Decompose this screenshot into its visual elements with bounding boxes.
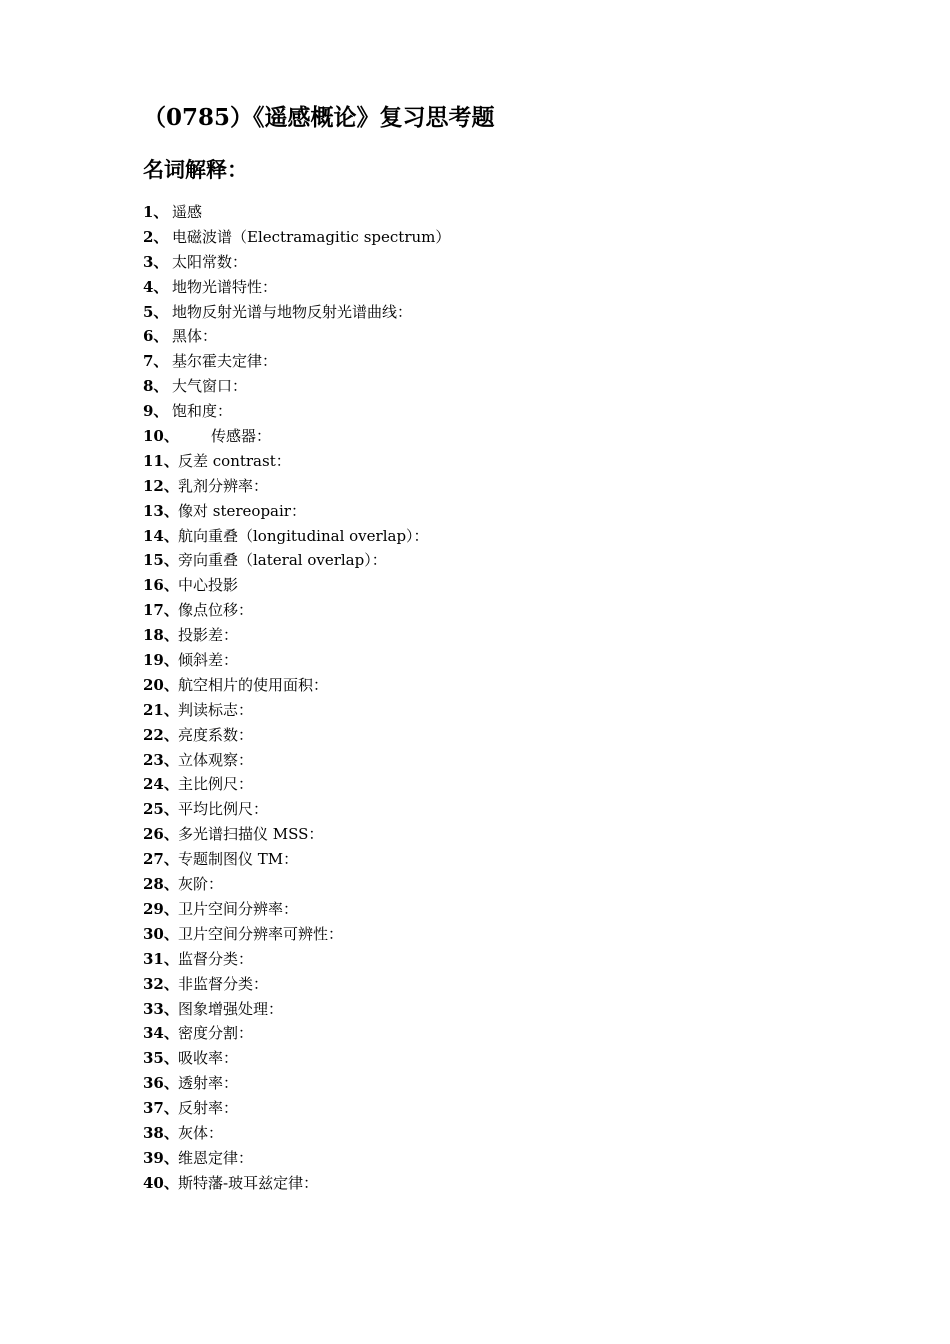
term-text: 图象增强处理： bbox=[178, 999, 284, 1018]
term-number: 26、 bbox=[143, 825, 179, 844]
term-text: 基尔霍夫定律： bbox=[172, 352, 278, 371]
list-item bbox=[143, 1021, 450, 1046]
list-item bbox=[143, 872, 450, 897]
term-text: 平均比例尺： bbox=[178, 800, 269, 819]
term-text: 卫片空间分辨率可辨性： bbox=[178, 924, 344, 943]
list-item bbox=[143, 947, 450, 972]
term-text: 电磁波谱（Electramagitic spectrum） bbox=[172, 227, 451, 246]
list-item bbox=[143, 474, 450, 499]
list-item bbox=[143, 200, 450, 225]
list-item bbox=[143, 300, 450, 325]
list-item bbox=[143, 623, 450, 648]
term-number: 20、 bbox=[143, 675, 179, 694]
term-text: 饱和度： bbox=[172, 402, 233, 421]
term-number: 28、 bbox=[143, 875, 179, 894]
term-text: 地物光谱特性： bbox=[172, 277, 278, 296]
term-text: 灰体： bbox=[178, 1123, 224, 1142]
list-item bbox=[143, 548, 450, 573]
term-text: 透射率： bbox=[178, 1074, 239, 1093]
list-item bbox=[143, 524, 450, 549]
list-item bbox=[143, 748, 450, 773]
list-item bbox=[143, 698, 450, 723]
term-number: 3、 bbox=[143, 252, 169, 271]
term-number: 12、 bbox=[143, 476, 179, 495]
term-number: 40、 bbox=[143, 1173, 179, 1192]
term-text: 灰阶： bbox=[178, 875, 224, 894]
term-text: 航向重叠（longitudinal overlap）： bbox=[178, 526, 429, 545]
term-text: 维恩定律： bbox=[178, 1148, 254, 1167]
term-number: 33、 bbox=[143, 999, 179, 1018]
list-item bbox=[143, 1146, 450, 1171]
term-number: 29、 bbox=[143, 899, 179, 918]
list-item bbox=[143, 399, 450, 424]
list-item bbox=[143, 250, 450, 275]
term-text: 中心投影 bbox=[178, 576, 239, 595]
term-number: 13、 bbox=[143, 501, 179, 520]
term-number: 19、 bbox=[143, 651, 179, 670]
term-text: 大气窗口： bbox=[172, 377, 248, 396]
term-number: 4、 bbox=[143, 277, 169, 296]
list-item bbox=[143, 499, 450, 524]
list-item bbox=[143, 673, 450, 698]
term-number: 24、 bbox=[143, 775, 179, 794]
term-number: 11、 bbox=[143, 451, 179, 470]
section-heading: 名词解释： bbox=[143, 157, 248, 182]
term-number: 34、 bbox=[143, 1024, 179, 1043]
term-number: 36、 bbox=[143, 1074, 179, 1093]
list-item bbox=[143, 424, 450, 449]
list-item bbox=[143, 1071, 450, 1096]
term-text: 像点位移： bbox=[178, 601, 254, 620]
term-text: 遥感 bbox=[172, 203, 203, 221]
term-number: 9、 bbox=[143, 402, 169, 421]
term-text: 地物反射光谱与地物反射光谱曲线： bbox=[172, 302, 413, 321]
list-item bbox=[143, 324, 450, 349]
term-text: 判读标志： bbox=[178, 700, 254, 719]
list-item bbox=[143, 349, 450, 374]
term-text: 多光谱扫描仪 MSS： bbox=[178, 825, 324, 844]
term-text: 投影差： bbox=[178, 626, 239, 645]
term-number: 35、 bbox=[143, 1049, 179, 1068]
list-item bbox=[143, 225, 450, 250]
list-item bbox=[143, 275, 450, 300]
list-item bbox=[143, 897, 450, 922]
term-number: 25、 bbox=[143, 800, 179, 819]
term-text: 非监督分类： bbox=[178, 974, 269, 993]
list-item bbox=[143, 1121, 450, 1146]
term-text: 航空相片的使用面积： bbox=[178, 675, 329, 694]
term-text: 黑体： bbox=[172, 327, 218, 346]
term-text: 吸收率： bbox=[178, 1049, 239, 1068]
term-number: 32、 bbox=[143, 974, 179, 993]
term-number: 6、 bbox=[143, 327, 169, 346]
list-item bbox=[143, 847, 450, 872]
list-item bbox=[143, 449, 450, 474]
term-number: 17、 bbox=[143, 601, 179, 620]
list-item bbox=[143, 772, 450, 797]
list-item bbox=[143, 822, 450, 847]
list-item bbox=[143, 922, 450, 947]
term-text: 旁向重叠（lateral overlap）： bbox=[178, 551, 387, 570]
term-text: 反射率： bbox=[178, 1099, 239, 1118]
term-text: 密度分割： bbox=[178, 1024, 254, 1043]
list-item bbox=[143, 797, 450, 822]
term-number: 1、 bbox=[143, 203, 169, 221]
term-number: 15、 bbox=[143, 551, 179, 570]
term-text: 主比例尺： bbox=[178, 775, 254, 794]
term-number: 39、 bbox=[143, 1148, 179, 1167]
term-text: 倾斜差： bbox=[178, 651, 239, 670]
term-number: 21、 bbox=[143, 700, 179, 719]
list-item bbox=[143, 723, 450, 748]
term-text: 监督分类： bbox=[178, 949, 254, 968]
term-number: 16、 bbox=[143, 576, 179, 595]
term-text: 乳剂分辨率： bbox=[178, 476, 269, 495]
term-number: 5、 bbox=[143, 302, 169, 321]
term-number: 14、 bbox=[143, 526, 179, 545]
term-number: 30、 bbox=[143, 924, 179, 943]
term-number: 10、 bbox=[143, 427, 179, 446]
term-number: 27、 bbox=[143, 850, 179, 869]
document-title: （0785）《遥感概论》复习思考题 bbox=[143, 104, 495, 131]
list-item bbox=[143, 1171, 450, 1196]
term-text: 反差 contrast： bbox=[178, 451, 291, 470]
term-number: 18、 bbox=[143, 626, 179, 645]
term-number: 7、 bbox=[143, 352, 169, 371]
list-item bbox=[143, 648, 450, 673]
term-number: 22、 bbox=[143, 725, 179, 744]
term-list bbox=[143, 200, 450, 1196]
term-number: 31、 bbox=[143, 949, 179, 968]
term-text: 立体观察： bbox=[178, 750, 254, 769]
term-text: 太阳常数： bbox=[172, 252, 248, 271]
term-number: 8、 bbox=[143, 377, 169, 396]
list-item bbox=[143, 598, 450, 623]
list-item bbox=[143, 374, 450, 399]
term-text: 亮度系数： bbox=[178, 725, 254, 744]
term-number: 23、 bbox=[143, 750, 179, 769]
term-text: 斯特藩-玻耳兹定律： bbox=[178, 1173, 319, 1192]
term-text: 卫片空间分辨率： bbox=[178, 899, 299, 918]
term-number: 2、 bbox=[143, 227, 169, 246]
list-item bbox=[143, 1046, 450, 1071]
term-text: 专题制图仪 TM： bbox=[178, 850, 299, 869]
list-item bbox=[143, 972, 450, 997]
term-number: 38、 bbox=[143, 1123, 179, 1142]
term-number: 37、 bbox=[143, 1099, 179, 1118]
list-item bbox=[143, 573, 450, 598]
list-item bbox=[143, 997, 450, 1022]
list-item bbox=[143, 1096, 450, 1121]
term-text: 传感器： bbox=[211, 427, 272, 446]
term-text: 像对 stereopair： bbox=[178, 501, 306, 520]
